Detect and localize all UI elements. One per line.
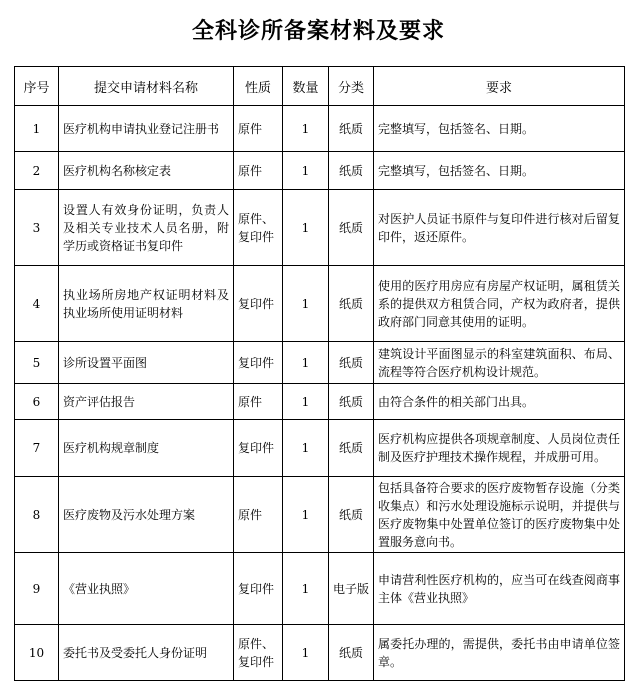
cell-category: 纸质 bbox=[329, 190, 374, 266]
cell-requirement: 属委托办理的，需提供，委托书由申请单位签章。 bbox=[374, 625, 625, 681]
cell-seq: 1 bbox=[15, 106, 59, 152]
cell-nature: 原件 bbox=[234, 384, 283, 420]
cell-category: 纸质 bbox=[329, 266, 374, 342]
table-row bbox=[15, 477, 625, 553]
cell-category: 纸质 bbox=[329, 342, 374, 384]
cell-name: 设置人有效身份证明，负责人及相关专业技术人员名册，附学历或资格证书复印件 bbox=[59, 190, 234, 266]
cell-category: 纸质 bbox=[329, 384, 374, 420]
cell-name: 委托书及受委托人身份证明 bbox=[59, 625, 234, 681]
cell-qty: 1 bbox=[283, 553, 329, 625]
cell-qty: 1 bbox=[283, 342, 329, 384]
cell-requirement: 完整填写，包括签名、日期。 bbox=[374, 106, 625, 152]
cell-requirement: 使用的医疗用房应有房屋产权证明，属租赁关系的提供双方租赁合同，产权为政府者，提供政府部门同意其使用的证明。 bbox=[374, 266, 625, 342]
table-row bbox=[15, 106, 625, 152]
cell-qty: 1 bbox=[283, 266, 329, 342]
materials-table bbox=[14, 66, 625, 681]
cell-category: 纸质 bbox=[329, 477, 374, 553]
table-row bbox=[15, 190, 625, 266]
cell-nature: 原件、复印件 bbox=[234, 190, 283, 266]
cell-category: 纸质 bbox=[329, 152, 374, 190]
cell-qty: 1 bbox=[283, 625, 329, 681]
cell-name: 《营业执照》 bbox=[59, 553, 234, 625]
cell-seq: 10 bbox=[15, 625, 59, 681]
cell-seq: 5 bbox=[15, 342, 59, 384]
cell-nature: 原件、复印件 bbox=[234, 625, 283, 681]
table-row bbox=[15, 152, 625, 190]
table-row bbox=[15, 553, 625, 625]
cell-requirement: 对医护人员证书原件与复印件进行核对后留复印件，返还原件。 bbox=[374, 190, 625, 266]
cell-seq: 3 bbox=[15, 190, 59, 266]
cell-seq: 6 bbox=[15, 384, 59, 420]
header-category: 分类 bbox=[329, 67, 374, 106]
page-title: 全科诊所备案材料及要求 bbox=[191, 19, 445, 44]
cell-qty: 1 bbox=[283, 106, 329, 152]
table-row bbox=[15, 266, 625, 342]
cell-requirement: 申请营利性医疗机构的，应当可在线查阅商事主体《营业执照》 bbox=[374, 553, 625, 625]
cell-seq: 9 bbox=[15, 553, 59, 625]
cell-nature: 原件 bbox=[234, 106, 283, 152]
cell-requirement: 医疗机构应提供各项规章制度、人员岗位责任制及医疗护理技术操作规程，并成册可用。 bbox=[374, 420, 625, 477]
table-row bbox=[15, 342, 625, 384]
cell-category: 纸质 bbox=[329, 625, 374, 681]
cell-nature: 原件 bbox=[234, 152, 283, 190]
cell-name: 医疗机构规章制度 bbox=[59, 420, 234, 477]
cell-seq: 2 bbox=[15, 152, 59, 190]
cell-qty: 1 bbox=[283, 477, 329, 553]
header-nature: 性质 bbox=[234, 67, 283, 106]
header-name: 提交申请材料名称 bbox=[59, 67, 234, 106]
cell-seq: 7 bbox=[15, 420, 59, 477]
cell-seq: 4 bbox=[15, 266, 59, 342]
cell-name: 医疗废物及污水处理方案 bbox=[59, 477, 234, 553]
cell-qty: 1 bbox=[283, 384, 329, 420]
cell-nature: 原件 bbox=[234, 477, 283, 553]
cell-name: 资产评估报告 bbox=[59, 384, 234, 420]
header-qty: 数量 bbox=[283, 67, 329, 106]
cell-name: 诊所设置平面图 bbox=[59, 342, 234, 384]
cell-nature: 复印件 bbox=[234, 420, 283, 477]
cell-requirement: 完整填写，包括签名、日期。 bbox=[374, 152, 625, 190]
table-row bbox=[15, 625, 625, 681]
cell-qty: 1 bbox=[283, 152, 329, 190]
cell-name: 执业场所房地产权证明材料及执业场所使用证明材料 bbox=[59, 266, 234, 342]
cell-category: 纸质 bbox=[329, 420, 374, 477]
cell-name: 医疗机构名称核定表 bbox=[59, 152, 234, 190]
table-header-row bbox=[15, 67, 625, 106]
cell-seq: 8 bbox=[15, 477, 59, 553]
cell-nature: 复印件 bbox=[234, 342, 283, 384]
table-row bbox=[15, 420, 625, 477]
table-row bbox=[15, 384, 625, 420]
cell-qty: 1 bbox=[283, 420, 329, 477]
cell-nature: 复印件 bbox=[234, 266, 283, 342]
cell-category: 电子版 bbox=[329, 553, 374, 625]
cell-qty: 1 bbox=[283, 190, 329, 266]
cell-requirement: 包括具备符合要求的医疗废物暂存设施（分类收集点）和污水处理设施标示说明，并提供与医疗废物集中处置单位签订的医疗废物集中处置服务意向书。 bbox=[374, 477, 625, 553]
header-seq: 序号 bbox=[15, 67, 59, 106]
cell-requirement: 由符合条件的相关部门出具。 bbox=[374, 384, 625, 420]
header-requirement: 要求 bbox=[374, 67, 625, 106]
cell-nature: 复印件 bbox=[234, 553, 283, 625]
cell-name: 医疗机构申请执业登记注册书 bbox=[59, 106, 234, 152]
cell-requirement: 建筑设计平面图显示的科室建筑面积、布局、流程等符合医疗机构设计规范。 bbox=[374, 342, 625, 384]
cell-category: 纸质 bbox=[329, 106, 374, 152]
